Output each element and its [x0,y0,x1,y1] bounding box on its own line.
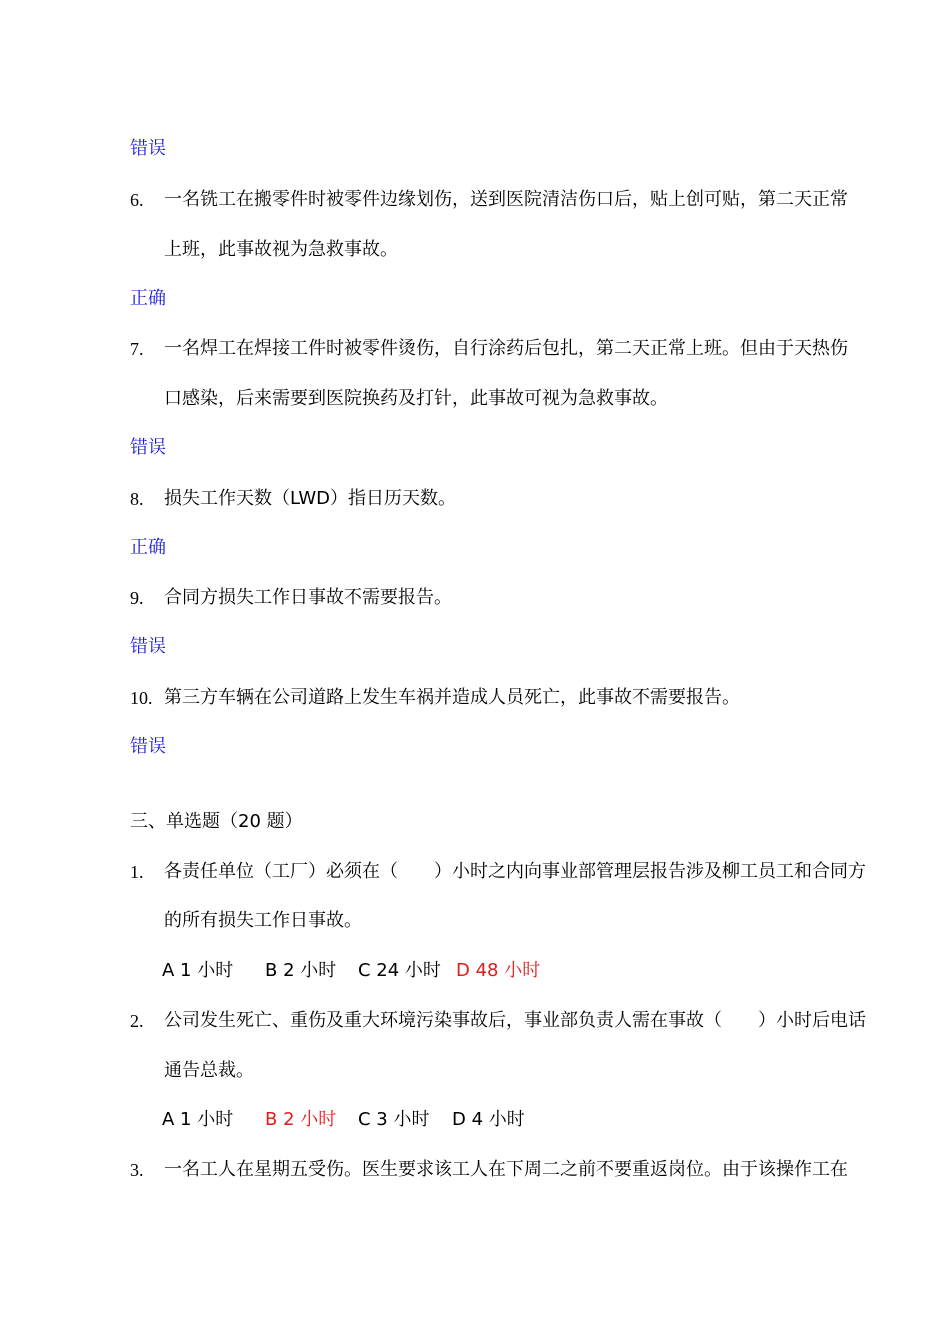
question-text: 合同方损失工作日事故不需要报告。 [164,587,452,608]
option-d-correct: D 48 小时 [456,960,541,981]
question-text-continued: 通告总裁。 [164,1060,254,1081]
question-number: 7. [130,339,144,359]
question-number: 2. [130,1011,144,1031]
question-number: 9. [130,588,144,608]
option-a: A 1 小时 [162,1109,234,1130]
question-text-continued: 口感染，后来需要到医院换药及打针，此事故可视为急救事故。 [164,388,668,409]
question-number: 1. [130,862,144,882]
option-d: D 4 小时 [452,1109,525,1130]
question-number: 3. [130,1160,144,1180]
section-heading: 三、单选题（20 题） [130,811,303,832]
question-number: 6. [130,190,144,210]
answer-label: 错误 [130,736,166,757]
answer-label: 正确 [130,537,166,558]
question-text: 一名焊工在焊接工件时被零件烫伤，自行涂药后包扎，第二天正常上班。但由于天热伤 [164,338,848,359]
answer-label: 错误 [130,437,166,458]
answer-label: 错误 [130,636,166,657]
option-a: A 1 小时 [162,960,234,981]
answer-label: 正确 [130,288,166,309]
question-number: 8. [130,489,144,509]
question-text-continued: 的所有损失工作日事故。 [164,910,362,931]
option-b: B 2 小时 [265,960,337,981]
option-b-correct: B 2 小时 [265,1109,337,1130]
question-text: 一名铣工在搬零件时被零件边缘划伤，送到医院清洁伤口后，贴上创可贴，第二天正常 [164,189,848,210]
question-text: 损失工作天数（LWD）指日历天数。 [164,488,457,509]
question-text: 第三方车辆在公司道路上发生车祸并造成人员死亡，此事故不需要报告。 [164,687,740,708]
question-text: 一名工人在星期五受伤。医生要求该工人在下周二之前不要重返岗位。由于该操作工在 [164,1159,848,1180]
question-text-continued: 上班，此事故视为急救事故。 [164,239,398,260]
question-text: 公司发生死亡、重伤及重大环境污染事故后，事业部负责人需在事故（ ）小时后电话 [164,1010,866,1031]
option-c: C 24 小时 [358,960,441,981]
question-text: 各责任单位（工厂）必须在（ ）小时之内向事业部管理层报告涉及柳工员工和合同方 [164,861,866,882]
option-c: C 3 小时 [358,1109,430,1130]
question-number: 10. [130,688,153,708]
answer-label: 错误 [130,138,166,159]
